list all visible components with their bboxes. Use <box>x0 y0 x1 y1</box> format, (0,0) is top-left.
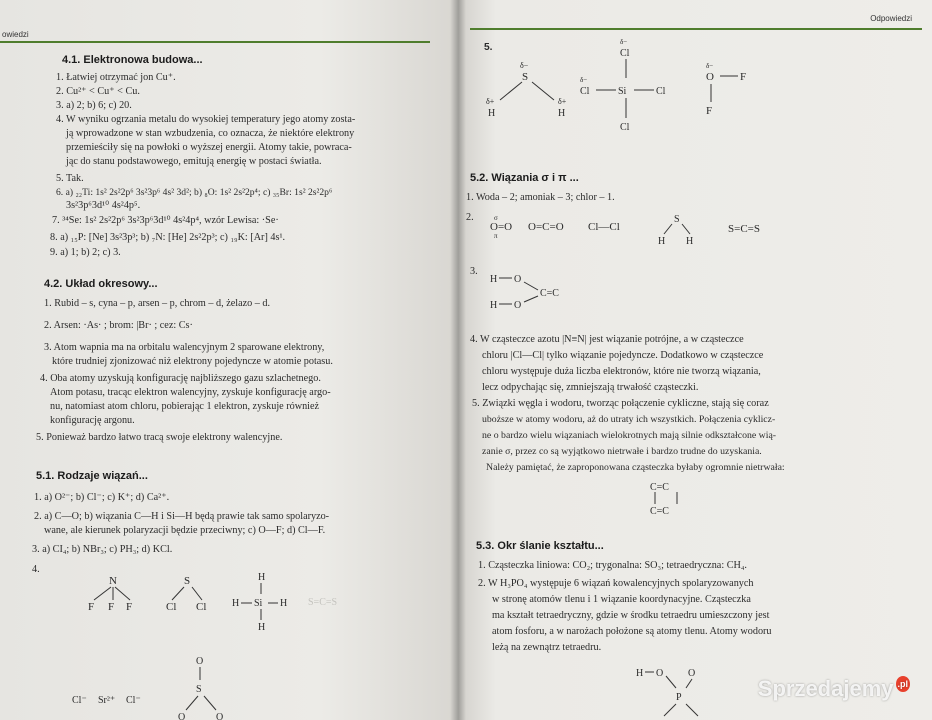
srcl2-structure <box>70 690 160 710</box>
h2s-s: S <box>522 71 529 83</box>
srcl2-cl2: Cl⁻ <box>126 695 141 706</box>
s41-line-5: ją wprowadzone w stan wzbudzenia, co oznacza, że niektóre elektrony <box>66 128 355 139</box>
s41-line-13: 9. a) 1; b) 2; c) 3. <box>50 247 121 258</box>
so3-o-top: O <box>196 656 204 667</box>
sicl4-cl-right: Cl <box>656 86 666 97</box>
srcl2-sr: Sr²⁺ <box>98 695 116 706</box>
so3-s-label: S <box>196 684 202 695</box>
h3po4-p: P <box>676 692 682 703</box>
ca-h2: H <box>490 300 498 311</box>
h3po4-o2: O <box>688 668 696 679</box>
sih4-h-left: H <box>232 598 240 609</box>
sigma-pi-molecules <box>488 212 808 248</box>
section-5-3-title: 5.3. Okr ślanie kształtu... <box>476 540 604 552</box>
s42-line-8: konfigurację argonu. <box>50 415 135 426</box>
book-gutter <box>450 0 466 720</box>
cb-top: C=C <box>650 482 669 493</box>
h2s-h-left: H <box>488 108 496 119</box>
s53-line-6: leżą na zewnątrz tetraedru. <box>492 642 602 653</box>
h2s-h-right: H <box>558 108 566 119</box>
s41-line-10: 3s²3p⁶3d¹⁰ 4s²4p⁵. <box>66 200 141 211</box>
h2s-partial-charges <box>482 56 592 126</box>
s41-line-8: 5. Tak. <box>56 173 84 184</box>
watermark-tld: .pl <box>896 676 911 692</box>
so3-o-left: O <box>178 712 186 720</box>
of2-f-bottom: F <box>706 105 713 117</box>
s42-line-2: 2. Arsen: ·As· ; brom: |Br· ; cez: Cs· <box>44 320 193 331</box>
o2-pi: π <box>494 232 498 240</box>
o2-sigma: σ <box>494 214 498 222</box>
ca-h1: H <box>490 274 498 285</box>
of2-partial-charges <box>698 60 768 120</box>
s52-line-12: Należy pamiętać, że zaproponowana cząsteczka byłaby ogromnie nietrwała: <box>486 462 785 473</box>
sicl4-partial-charges <box>578 36 688 136</box>
watermark-text: Sprzedajemy <box>757 676 894 701</box>
s52-line-9: uboższe w atomy wodoru, aż do utraty ich wszystkich. Połączenia cyklicz- <box>482 414 776 425</box>
h2s-h2-right: H <box>686 236 694 247</box>
s41-line-6: przemieściły się na powłoki o wyższej energii. Atomy takie, powraca- <box>66 142 352 153</box>
left-header: owiedzi <box>2 30 29 39</box>
sicl4-dminus-left: δ− <box>580 76 588 84</box>
so3-o-right: O <box>216 712 224 720</box>
s41-line-11: 7. ³⁴Se: 1s² 2s²2p⁶ 3s²3p⁶3d¹⁰ 4s²4p⁴, wzór Lewisa: ·Se· <box>52 215 279 226</box>
s41-line-7: jąc do stanu podstawowego, emitują energię w postaci światła. <box>66 156 322 167</box>
scl2-cl1-label: Cl <box>166 601 177 613</box>
ca-o1: O <box>514 274 522 285</box>
h2s-dminus: δ− <box>520 61 529 70</box>
sih4-structure <box>230 568 300 633</box>
section-4-2-title: 4.2. Układ okresowy... <box>44 278 158 290</box>
sih4-si-label: Si <box>254 598 263 609</box>
s41-line-1: 1. Łatwiej otrzymać jon Cu⁺. <box>56 72 176 83</box>
carbonic-acid-structure <box>486 268 596 318</box>
s41-line-4: 4. W wyniku ogrzania metalu do wysokiej temperatury jego atomy zosta- <box>56 114 356 125</box>
s51-line-3: wane, ale kierunek polaryzacji będzie przeciwny; c) O—F; d) Cl—F. <box>44 525 326 536</box>
sicl4-dminus-top: δ− <box>620 38 628 46</box>
cs2-label: S=C=S <box>308 597 338 608</box>
nf3-f1-label: F <box>88 601 95 613</box>
h3po4-h: H <box>636 668 644 679</box>
section-5-2-title: 5.2. Wiązania σ i π ... <box>470 172 579 184</box>
of2-dminus: δ− <box>706 62 714 70</box>
s52-line-11: zanie σ, przez co są wyjątkowo nietrwałe i bardzo trudne do uzyskania. <box>482 446 762 457</box>
sih4-h-bottom: H <box>258 622 266 633</box>
s53-line-2: 2. W H₃PO₄ występuje 6 wiązań kowalencyjnych spolaryzowanych <box>478 578 754 589</box>
s41-line-3: 3. a) 2; b) 6; c) 20. <box>56 100 132 111</box>
nf3-f2-label: F <box>108 601 115 613</box>
s51-line-5: 4. <box>32 564 40 575</box>
h2s-dplus-right: δ+ <box>558 97 567 106</box>
scl2-structure <box>162 570 222 620</box>
watermark-logo <box>758 676 910 702</box>
of2-o: O <box>706 71 714 83</box>
cb-bottom: C=C <box>650 506 669 517</box>
s52-line-10: ne o bardzo wielu wiązaniach wielokrotnych mają silnie odkształcone wią- <box>482 430 777 441</box>
s42-line-5: 4. Oba atomy uzyskują konfigurację najbliższego gazu szlachetnego. <box>40 373 321 384</box>
s52-line-7: lecz odpychając się, zmniejszają trwałość cząsteczki. <box>482 382 699 393</box>
s52-line-2: 2. <box>466 212 474 223</box>
h2s-dplus-left: δ+ <box>486 97 495 106</box>
h2s-s2: S <box>674 214 680 225</box>
cs2-structure-faded <box>300 592 380 612</box>
s52-line-4: 4. W cząsteczce azotu |N≡N| jest wiązanie potrójne, a w cząsteczce <box>470 334 744 345</box>
sih4-h-top: H <box>258 572 266 583</box>
section-4-1-title: 4.1. Elektronowa budowa... <box>62 54 203 66</box>
s52-line-1: 1. Woda – 2; amoniak – 3; chlor – 1. <box>466 192 615 203</box>
s42-line-3: 3. Atom wapnia ma na orbitalu walencyjnym 2 sparowane elektrony, <box>44 342 325 353</box>
nf3-structure <box>80 570 150 620</box>
o2-formula: O=O <box>490 221 513 233</box>
s42-line-9: 5. Ponieważ bardzo łatwo tracą swoje elektrony walencyjne. <box>36 432 283 443</box>
h3po4-structure <box>634 662 734 720</box>
right-header: Odpowiedzi <box>870 14 912 23</box>
right-header-rule <box>470 28 922 30</box>
section-5-1-title: 5.1. Rodzaje wiązań... <box>36 470 148 482</box>
s52-line-3: 3. <box>470 266 478 277</box>
cl2-formula: Cl—Cl <box>588 221 620 233</box>
s41-line-12: 8. a) ₁₅P: [Ne] 3s²3p³; b) ₇N: [He] 2s²2p³; c) ₁₉K: [Ar] 4s¹. <box>50 232 286 243</box>
nf3-f3-label: F <box>126 601 133 613</box>
s51-line-4: 3. a) CI₄; b) NBr₃; c) PH₃; d) KCl. <box>32 544 173 555</box>
s51-line-1: 1. a) O²⁻; b) Cl⁻; c) K⁺; d) Ca²⁺. <box>34 492 170 503</box>
scl2-cl2-label: Cl <box>196 601 207 613</box>
scl2-s-label: S <box>184 575 191 587</box>
s53-line-5: atom fosforu, a w narożach położone są atomy tlenu. Atomy wodoru <box>492 626 772 637</box>
s41-line-9: 6. a) ₂₂Ti: 1s² 2s²2p⁶ 3s²3p⁶ 4s² 3d²; b) ₈O: 1s² 2s²2p⁴; c) ₃₅Br: 1s² 2s²2p⁶ <box>56 187 333 198</box>
right-page <box>458 0 932 720</box>
sicl4-si: Si <box>618 86 627 97</box>
s53-line-4: ma kształt tetraedryczny, gdzie w środku tetraedru umieszczony jest <box>492 610 770 621</box>
co2-formula: O=C=O <box>528 221 564 233</box>
nf3-n-label: N <box>109 575 117 587</box>
s53-line-1: 1. Cząsteczka liniowa: CO₂; trygonalna: SO₃; tetraedryczna: CH₄. <box>478 560 747 571</box>
left-page <box>0 0 458 720</box>
s42-line-4: które trudniej zjonizować niż elektrony pojedyncze w atomie potasu. <box>52 356 333 367</box>
ca-c: C=C <box>540 288 559 299</box>
s53-line-3: w stronę atomów tlenu i 1 wiązanie koordynacyjne. Cząsteczka <box>492 594 751 605</box>
s51-line-2: 2. a) C—O; b) wiązania C—H i Si—H będą prawie tak samo spolaryzo- <box>34 511 330 522</box>
so3-structure <box>168 652 238 720</box>
s42-line-6: Atom potasu, tracąc elektron walencyjny, zyskuje konfigurację argo- <box>50 387 331 398</box>
r-item-5: 5. <box>484 42 493 53</box>
left-header-rule <box>0 41 430 43</box>
sicl4-cl-bottom: Cl <box>620 122 630 133</box>
sicl4-cl-top: Cl <box>620 48 630 59</box>
sicl4-cl-left: Cl <box>580 86 590 97</box>
sih4-h-right: H <box>280 598 288 609</box>
s42-line-7: nu, natomiast atom chloru, pobierając 1 elektron, zyskuje również <box>50 401 320 412</box>
s52-line-8: 5. Związki węgla i wodoru, tworząc połączenie cykliczne, stają się coraz <box>472 398 769 409</box>
s42-line-1: 1. Rubid – s, cyna – p, arsen – p, chrom – d, żelazo – d. <box>44 298 271 309</box>
s52-line-5: chloru |Cl—Cl| tylko wiązanie pojedyncze. Dodatkowo w cząsteczce <box>482 350 764 361</box>
h3po4-o1: O <box>656 668 664 679</box>
h2s-h2-left: H <box>658 236 666 247</box>
s52-line-6: chloru występuje duża liczba elektronów, które nie tworzą wiązania, <box>482 366 761 377</box>
cs2-formula: S=C=S <box>728 223 760 235</box>
ca-o2: O <box>514 300 522 311</box>
of2-f-right: F <box>740 71 747 83</box>
cyclobutadiene-structure <box>646 478 706 518</box>
s41-line-2: 2. Cu²⁺ < Cu⁺ < Cu. <box>56 86 140 97</box>
srcl2-cl1: Cl⁻ <box>72 695 87 706</box>
